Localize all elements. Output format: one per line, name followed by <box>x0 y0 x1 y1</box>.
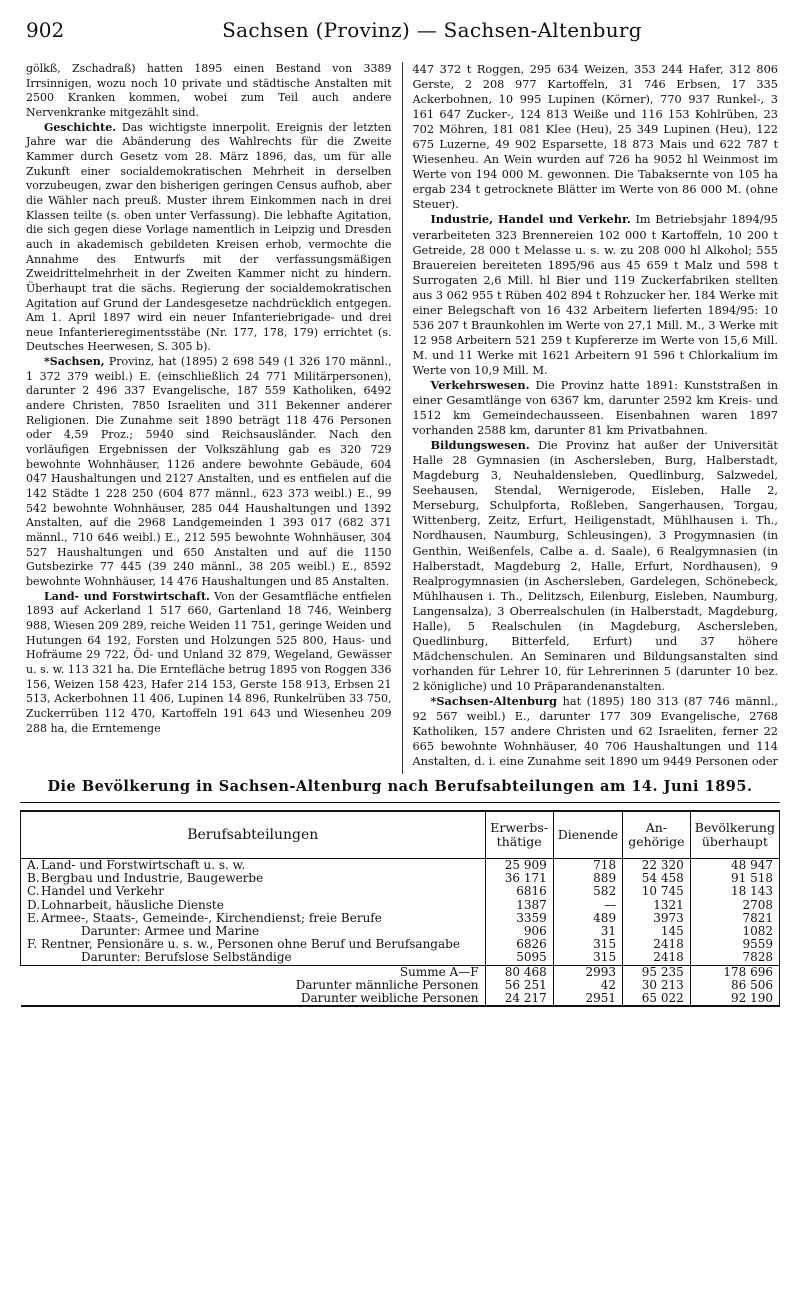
header-category: Berufsabteilungen <box>21 811 486 859</box>
table-title: Die Bevölkerung in Sachsen-Altenburg nach Berufsabteilungen am 14. Juni 1895. <box>47 778 753 795</box>
header-angehoerige: An- gehörige <box>623 811 691 859</box>
table-row <box>21 859 780 873</box>
total-row <box>21 965 780 979</box>
table-row <box>21 951 780 965</box>
paragraph: Verkehrswesen. Die Provinz hatte 1891: Kunststraßen in einer Gesamtlänge von 6367 km, darunter 2592 km Kreis- und 1512 km Gemeindechausseen. Eisenbahnen waren 1897 vorhanden 2588 km, darunter 81 km Privatbahnen. <box>412 377 778 438</box>
cell-angehoerige: 54 458 <box>623 872 691 885</box>
table-body <box>21 859 780 1007</box>
cell-total: 178 696 <box>690 965 779 979</box>
header-erwerbstaetige: Erwerbs- thätige <box>485 811 553 859</box>
cell-total: 2708 <box>690 899 779 912</box>
section-heading: *Sachsen-Altenburg <box>430 693 558 708</box>
total-label: Darunter weibliche Personen <box>21 992 486 1006</box>
row-letter: D. <box>27 897 41 912</box>
cell-dienende: 42 <box>553 979 622 992</box>
row-label-text: Darunter: Berufslose Selbständige <box>81 950 292 965</box>
cell-angehoerige: 65 022 <box>623 992 691 1006</box>
cell-dienende: — <box>553 899 622 912</box>
cell-total: 92 190 <box>690 992 779 1006</box>
total-label: Summe A—F <box>21 965 486 979</box>
cell-dienende: 315 <box>553 951 622 965</box>
cell-total: 48 947 <box>690 859 779 873</box>
cell-total: 86 506 <box>690 979 779 992</box>
cell-angehoerige: 3973 <box>623 912 691 925</box>
total-row <box>21 992 780 1006</box>
table-top-rule <box>20 802 780 803</box>
row-letter: C. <box>27 884 40 899</box>
row-label-text: Lohnarbeit, häusliche Dienste <box>41 897 224 912</box>
cell-erwerb: 56 251 <box>485 979 553 992</box>
table-header-row <box>21 811 780 859</box>
cell-total: 7828 <box>690 951 779 965</box>
paragraph: *Sachsen, Provinz, hat (1895) 2 698 549 (1 326 170 männl., 1 372 379 weibl.) E. (einschließlich 24 771 Militärpersonen), darunter 2 496 337 Evangelische, 187 559 Katholiken, 6492 andere Christen, 7850 Israeliten und 311 Bekenner anderer Religionen. Die Zunahme seit 1890 beträgt 118 476 Personen oder 4,59 Proz.; 5940 sind Reichsausländer. Nach den vorläufigen Ergebnissen der Volkszählung gab es 320 729 bewohnte Wohnhäuser, 1126 andere bewohnte Gebäude, 604 047 Haushaltungen und 2127 Anstalten, und es entfielen auf die 142 Städte 1 228 250 (604 877 männl., 623 373 weibl.) E., 99 542 bewohnte Wohnhäuser, 285 044 Haushaltungen und 1392 Anstalten, auf die 2968 Landgemeinden 1 393 017 (682 371 männl., 710 646 weibl.) E., 212 595 bewohnte Wohnhäuser, 304 527 Haushaltungen und 650 Anstalten und auf die 1150 Gutsbezirke 77 445 (39 240 männl., 38 205 weibl.) E., 8592 bewohnte Wohnhäuser, 14 476 Haushaltungen und 85 Anstalten. <box>26 355 392 588</box>
running-title: Sachsen (Provinz) — Sachsen-Altenburg <box>222 18 642 42</box>
cell-dienende: 489 <box>553 912 622 925</box>
right-column <box>412 62 778 774</box>
row-label-text: Armee-, Staats-, Gemeinde-, Kirchendienst; freie Berufe <box>41 910 382 925</box>
cell-angehoerige: 30 213 <box>623 979 691 992</box>
row-label <box>21 951 486 965</box>
paragraph: Geschichte. Das wichtigste innerpolit. Ereignis der letzten Jahre war die Abänderung des Wahlrechts für die Zweite Kammer durch Gesetz vom 28. März 1896, das, um für alle Zukunft einer socialdemokratischen Mehrheit in derselben vorzubeugen, zwar den bisherigen geringen Census aufhob, aber die Wähler nach preuß. Muster ihrem Einkommen nach in drei Klassen teilte (s. oben unter Verfassung). Die lebhafte Agitation, die sich gegen diese Vorlage namentlich in Leipzig und Dresden auch in akademisch gebildeten Kreisen erhob, vermochte die Annahme des Entwurfs mit der verfassungsmäßigen Zweidrittelmehrheit in der Zweiten Kammer nicht zu hindern. Überhaupt trat die sächs. Regierung der socialdemokratischen Agitation auf Grund der Landesgesetze nachdrücklich entgegen. Am 1. April 1897 wird ein neuer Infanteriebrigade- und drei neue Infanterieregimentsstäbe (Nr. 177, 178, 179) errichtet (s. Deutsches Heerwesen, S. 305 b). <box>26 120 392 354</box>
paragraph: gölkß, Zschadraß) hatten 1895 einen Bestand von 3389 Irrsinnigen, wozu noch 10 private und städtische Anstalten mit 2500 Kranken kommen, wobei zum Teil auch andere Nervenkranke mitgezählt sind. <box>26 62 392 119</box>
cell-dienende: 2951 <box>553 992 622 1006</box>
paragraph: Land- und Forstwirtschaft. Von der Gesamtfläche entfielen 1893 auf Ackerland 1 517 660, Gartenland 18 746, Weinberg 988, Wiesen 209 289, reiche Weiden 11 751, geringe Weiden und Hutungen 64 192, Forsten und Holzungen 525 800, Haus- und Hofräume 29 722, Öd- und Unland 32 879, Wegeland, Gewässer u. s. w. 113 321 ha. Die Erntefläche betrug 1895 von Roggen 336 156, Weizen 158 423, Hafer 214 153, Gerste 158 913, Erbsen 21 513, Ackerbohnen 11 406, Lupinen 14 896, Runkelrüben 33 750, Zuckerrüben 112 470, Kartoffeln 191 643 und Wiesenheu 209 288 ha, die Erntemenge <box>26 589 392 735</box>
cell-erwerb: 80 468 <box>485 965 553 979</box>
row-letter: B. <box>27 871 40 886</box>
section-heading: Geschichte. <box>44 120 117 134</box>
row-label-text: Land- und Forstwirtschaft u. s. w. <box>41 858 246 872</box>
cell-angehoerige: 95 235 <box>623 965 691 979</box>
cell-erwerb: 5095 <box>485 951 553 965</box>
cell-total: 1082 <box>690 925 779 938</box>
row-label-text: Darunter: Armee und Marine <box>81 924 260 939</box>
section-heading: Bildungswesen. <box>430 438 530 453</box>
row-label-text: Bergbau und Industrie, Baugewerbe <box>41 871 264 886</box>
cell-erwerb: 36 171 <box>485 872 553 885</box>
total-label: Darunter männliche Personen <box>21 979 486 992</box>
row-label-text: Handel und Verkehr <box>41 884 164 899</box>
paragraph: 447 372 t Roggen, 295 634 Weizen, 353 244 Hafer, 312 806 Gerste, 2 208 977 Kartoffeln, 31 746 Erbsen, 17 335 Ackerbohnen, 10 995 Lupinen (Körner), 770 937 Runkel-, 3 161 647 Zucker-, 124 813 Weiße und 116 153 Kohlrüben, 23 702 Möhren, 181 081 Klee (Heu), 25 349 Lupinen (Heu), 122 675 Luzerne, 49 902 Esparsette, 18 873 Mais und 622 787 t Wiesenheu. An Wein wurden auf 726 ha 9052 hl Weinmost im Werte von 194 000 M. gewonnen. Die Tabaksernte von 105 ha ergab 234 t getrocknete Blätter im Werte von 86 000 M. (ohne Steuer). <box>412 63 778 212</box>
left-column <box>26 62 392 774</box>
cell-dienende: 718 <box>553 859 622 873</box>
row-label <box>21 859 486 873</box>
cell-total: 91 518 <box>690 872 779 885</box>
header-bevoelkerung: Bevölkerung überhaupt <box>690 811 779 859</box>
cell-erwerb: 24 217 <box>485 992 553 1006</box>
section-heading: Land- und Forstwirtschaft. <box>44 589 210 603</box>
cell-angehoerige: 1321 <box>623 899 691 912</box>
cell-angehoerige: 2418 <box>623 938 691 951</box>
text-columns <box>26 62 778 774</box>
cell-erwerb: 3359 <box>485 912 553 925</box>
cell-erwerb: 906 <box>485 925 553 938</box>
cell-total: 7821 <box>690 912 779 925</box>
cell-dienende: 31 <box>553 925 622 938</box>
cell-angehoerige: 2418 <box>623 951 691 965</box>
cell-dienende: 315 <box>553 938 622 951</box>
section-heading: Verkehrswesen. <box>430 377 530 392</box>
paragraph: *Sachsen-Altenburg hat (1895) 180 313 (87 746 männl., 92 567 weibl.) E., darunter 177 309 Evangelische, 2768 Katholiken, 157 andere Christen und 62 Israeliten, ferner 22 665 bewohnte Wohnhäuser, 40 706 Haushaltungen und 114 Anstalten, d. i. eine Zunahme seit 1890 um 9449 Personen oder <box>412 693 778 769</box>
row-letter: E. <box>27 910 40 925</box>
row-label-text: Rentner, Pensionäre u. s. w., Personen ohne Beruf und Berufsangabe <box>41 937 460 952</box>
row-letter: F. <box>27 937 38 952</box>
cell-angehoerige: 10 745 <box>623 885 691 898</box>
section-heading: Industrie, Handel und Verkehr. <box>430 212 631 227</box>
cell-erwerb: 6816 <box>485 885 553 898</box>
occupation-table <box>20 810 780 1007</box>
column-divider <box>402 62 403 774</box>
cell-total: 18 143 <box>690 885 779 898</box>
cell-total: 9559 <box>690 938 779 951</box>
paragraph: Bildungswesen. Die Provinz hat außer der Universität Halle 28 Gymnasien (in Aschersleben, Burg, Halberstadt, Magdeburg 3, Neuhaldensleben, Quedlinburg, Salzwedel, Seehausen, Stendal, Wernigerode, Eisleben, Halle 2, Merseburg, Schulpforta, Roßleben, Sangerhausen, Torgau, Wittenberg, Zeitz, Erfurt, Heiligenstadt, Mühlhausen i. Th., Nordhausen, Naumburg, Schleusingen), 3 Progymnasien (in Genthin, Weißenfels, Calbe a. d. Saale), 6 Realgymnasien (in Halberstadt, Magdeburg 2, Halle, Erfurt, Nordhausen), 9 Realprogymnasien (in Aschersleben, Gardelegen, Schönebeck, Mühlhausen i. Th., Delitzsch, Eilenburg, Eisleben, Naumburg, Langensalza), 3 Oberrealschulen (in Halberstadt, Magdeburg, Halle), 5 Realschulen (in Magdeburg, Aschersleben, Quedlinburg, Bitterfeld, Erfurt) und 37 höhere Mädchenschulen. An Seminaren und Bildungsanstalten sind vorhanden für Lehrer 10, für Lehrerinnen 5 (darunter 10 bez. 2 königliche) und 10 Präparandenanstalten. <box>412 438 778 693</box>
page-number: 902 <box>26 18 65 42</box>
cell-dienende: 582 <box>553 885 622 898</box>
cell-angehoerige: 145 <box>623 925 691 938</box>
paragraph: Industrie, Handel und Verkehr. Im Betriebsjahr 1894/95 verarbeiteten 323 Brennereien 102 000 t Kartoffeln, 10 200 t Getreide, 28 000 t Melasse u. s. w. zu 208 000 hl Alkohol; 555 Brauereien bereiteten 1895/96 aus 45 659 t Malz und 598 t Surrogaten 2,6 Mill. hl Bier und 119 Zuckerfabriken stellten aus 3 062 955 t Rüben 402 894 t Rohzucker her. 184 Werke mit einer Belegschaft von 16 432 Arbeitern lieferten 1894/95: 10 536 207 t Braunkohlen im Werte von 27,1 Mill. M., 3 Werke mit 12 958 Arbeitern 521 259 t Kupfererze im Werte von 15,6 Mill. M. und 11 Werke mit 1621 Arbeitern 91 596 t Chlorkalium im Werte von 10,9 Mill. M. <box>412 212 778 377</box>
section-heading: *Sachsen, <box>44 355 105 369</box>
header-dienende: Dienende <box>553 811 622 859</box>
cell-erwerb: 6826 <box>485 938 553 951</box>
cell-erwerb: 25 909 <box>485 859 553 873</box>
cell-dienende: 2993 <box>553 965 622 979</box>
row-letter: A. <box>27 858 40 872</box>
cell-angehoerige: 22 320 <box>623 859 691 873</box>
cell-dienende: 889 <box>553 872 622 885</box>
page-header <box>26 18 778 48</box>
cell-erwerb: 1387 <box>485 899 553 912</box>
